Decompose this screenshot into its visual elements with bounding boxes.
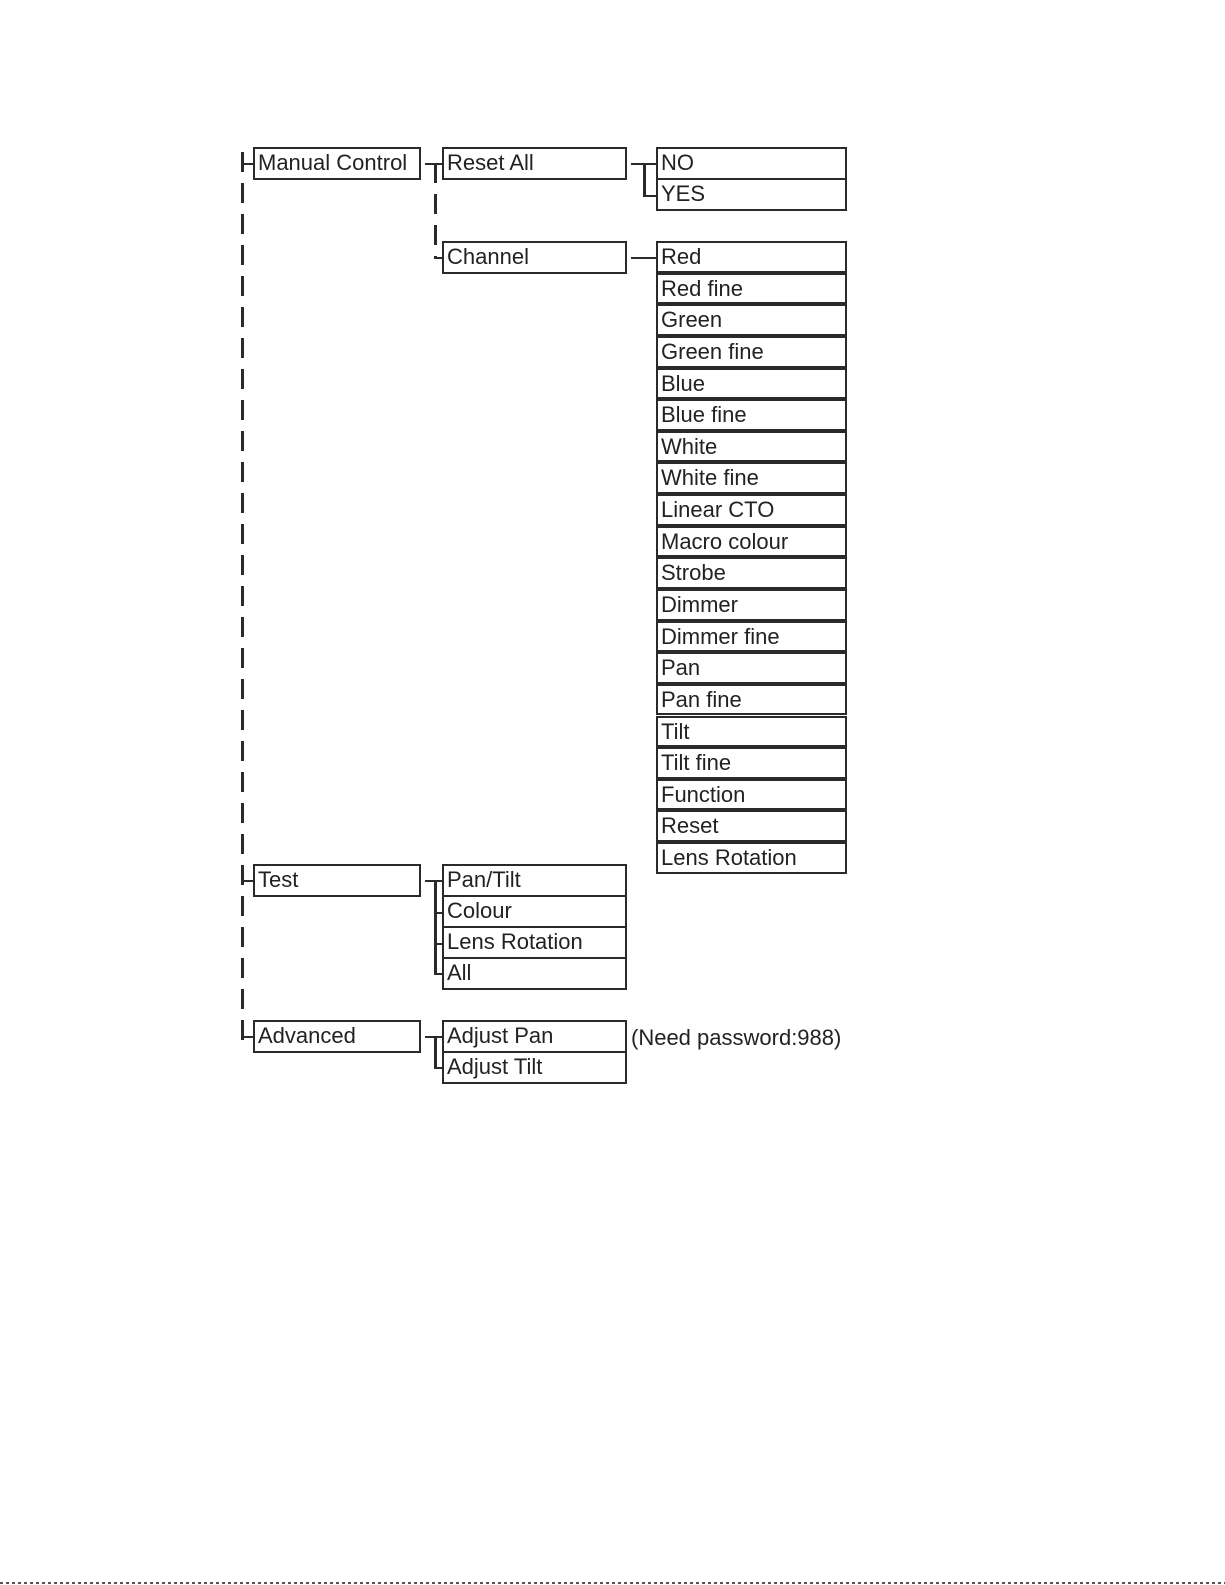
test-item-lens-rotation[interactable]: Lens Rotation (442, 926, 627, 959)
reset-option-yes[interactable]: YES (656, 178, 847, 211)
channel-item-blue-fine[interactable]: Blue fine (656, 399, 847, 431)
advanced-sub-trunk (434, 1036, 437, 1068)
reset-option-no[interactable]: NO (656, 147, 847, 180)
manual-sub-trunk (434, 163, 437, 258)
test-item-all[interactable]: All (442, 957, 627, 990)
channel-item-tilt-fine[interactable]: Tilt fine (656, 747, 847, 779)
branch-all (434, 973, 442, 975)
branch-test (241, 880, 253, 882)
channel-item-dimmer[interactable]: Dimmer (656, 589, 847, 621)
channel-item-red-fine[interactable]: Red fine (656, 273, 847, 305)
channel-item-linear-cto[interactable]: Linear CTO (656, 494, 847, 526)
menu-test[interactable]: Test (253, 864, 421, 897)
advanced-item-adjust-tilt[interactable]: Adjust Tilt (442, 1051, 627, 1084)
channel-item-pan[interactable]: Pan (656, 652, 847, 684)
reset-options-trunk (643, 163, 646, 196)
submenu-reset-all[interactable]: Reset All (442, 147, 627, 180)
password-note: (Need password:988) (631, 1025, 842, 1050)
channel-item-green[interactable]: Green (656, 304, 847, 336)
branch-yes (643, 195, 656, 197)
test-item-pan-tilt[interactable]: Pan/Tilt (442, 864, 627, 897)
test-item-colour[interactable]: Colour (442, 895, 627, 928)
submenu-channel[interactable]: Channel (442, 241, 627, 274)
bottom-dotted-rule (0, 1582, 1225, 1584)
channel-item-green-fine[interactable]: Green fine (656, 336, 847, 368)
branch-channel (434, 257, 442, 259)
channel-item-dimmer-fine[interactable]: Dimmer fine (656, 621, 847, 653)
channel-item-macro-colour[interactable]: Macro colour (656, 526, 847, 558)
advanced-item-adjust-pan[interactable]: Adjust Pan (442, 1020, 627, 1053)
channel-item-white-fine[interactable]: White fine (656, 462, 847, 494)
channel-item-strobe[interactable]: Strobe (656, 557, 847, 589)
channel-item-white[interactable]: White (656, 431, 847, 463)
branch-advanced (241, 1036, 253, 1038)
channel-item-function[interactable]: Function (656, 779, 847, 811)
channel-item-red[interactable]: Red (656, 241, 847, 273)
channel-item-pan-fine[interactable]: Pan fine (656, 684, 847, 716)
link-channel-to-list (631, 257, 656, 259)
menu-manual-control[interactable]: Manual Control (253, 147, 421, 180)
branch-manual-control (241, 163, 253, 165)
branch-lens-rotation (434, 943, 442, 945)
channel-item-blue[interactable]: Blue (656, 368, 847, 400)
channel-item-tilt[interactable]: Tilt (656, 716, 847, 748)
channel-item-reset[interactable]: Reset (656, 810, 847, 842)
branch-colour (434, 912, 442, 914)
menu-advanced[interactable]: Advanced (253, 1020, 421, 1053)
branch-adjust-tilt (434, 1067, 442, 1069)
test-sub-trunk (434, 880, 437, 974)
main-trunk-line (241, 152, 244, 1044)
channel-item-lens-rotation[interactable]: Lens Rotation (656, 842, 847, 874)
